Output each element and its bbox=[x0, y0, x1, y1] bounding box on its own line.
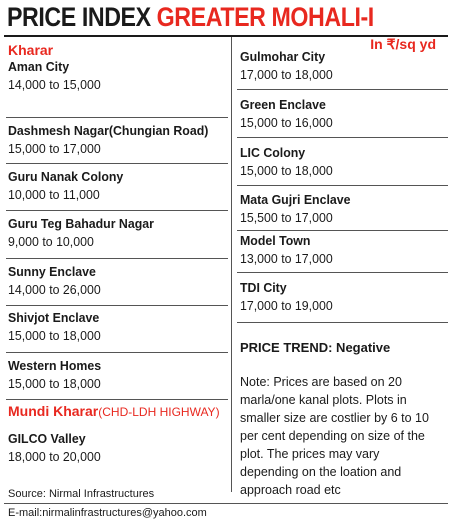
list-item bbox=[240, 191, 351, 227]
region-subtitle: (CHD-LDH HIGHWAY) bbox=[98, 405, 220, 419]
price-range: 15,000 to 18,000 bbox=[8, 328, 101, 343]
list-item bbox=[240, 144, 333, 180]
locality-name: Dashmesh Nagar(Chungian Road) bbox=[8, 123, 209, 138]
locality-name: LIC Colony bbox=[240, 145, 306, 160]
locality-name: TDI City bbox=[240, 280, 287, 295]
price-range: 15,500 to 17,000 bbox=[240, 210, 333, 225]
email-credit: E-mail:nirmalinfrastructures@yahoo.com bbox=[8, 507, 207, 519]
unit-label: In ₹/sq yd bbox=[370, 36, 436, 52]
list-item bbox=[240, 48, 333, 84]
list-item bbox=[8, 215, 154, 251]
locality-name: Aman City bbox=[8, 59, 70, 74]
locality-name: Guru Teg Bahadur Nagar bbox=[8, 216, 154, 231]
divider bbox=[237, 185, 448, 186]
price-range: 10,000 to 11,000 bbox=[8, 187, 100, 202]
list-item bbox=[8, 357, 101, 393]
price-range: 15,000 to 17,000 bbox=[8, 141, 101, 156]
locality-name: Mata Gujri Enclave bbox=[240, 192, 351, 207]
locality-name: Gulmohar City bbox=[240, 49, 326, 64]
list-item bbox=[240, 96, 333, 132]
price-range: 15,000 to 18,000 bbox=[8, 376, 101, 391]
divider bbox=[6, 210, 228, 211]
divider bbox=[6, 352, 228, 353]
divider bbox=[6, 117, 228, 118]
price-range: 15,000 to 18,000 bbox=[240, 163, 333, 178]
price-range: 13,000 to 17,000 bbox=[240, 251, 333, 266]
region-name: Mundi Kharar bbox=[8, 403, 99, 419]
price-range: 15,000 to 16,000 bbox=[240, 115, 333, 130]
list-item bbox=[8, 263, 101, 299]
list-item bbox=[8, 122, 208, 158]
title-part-red: GREATER MOHALI-I bbox=[156, 2, 374, 32]
divider bbox=[6, 305, 228, 306]
price-range: 17,000 to 19,000 bbox=[240, 298, 333, 313]
divider bbox=[6, 163, 228, 164]
footer-rule bbox=[4, 503, 448, 504]
price-range: 18,000 to 20,000 bbox=[8, 449, 101, 464]
source-credit: Source: Nirmal Infrastructures bbox=[8, 488, 155, 500]
divider bbox=[237, 137, 448, 138]
region-heading-mundi-kharar bbox=[8, 403, 220, 419]
list-item bbox=[8, 309, 101, 345]
divider bbox=[6, 258, 228, 259]
list-item bbox=[240, 232, 333, 268]
divider bbox=[6, 399, 228, 400]
page-title bbox=[7, 0, 374, 34]
title-part-black: PRICE INDEX bbox=[7, 2, 157, 32]
locality-name: Sunny Enclave bbox=[8, 264, 96, 279]
divider bbox=[237, 272, 448, 273]
divider bbox=[237, 230, 448, 231]
locality-name: Western Homes bbox=[8, 358, 102, 373]
column-divider bbox=[231, 37, 232, 492]
locality-name: Green Enclave bbox=[240, 97, 326, 112]
price-trend: PRICE TREND: Negative bbox=[240, 340, 391, 355]
divider bbox=[237, 322, 448, 323]
locality-name: Guru Nanak Colony bbox=[8, 169, 124, 184]
note-text: Note: Prices are based on 20 marla/one kanal plots. Plots in smaller size are costlier by 6 to 10 per cent depending on size of the plot. The prices may vary depending on the loation and approach road etc bbox=[240, 375, 429, 497]
locality-name: GILCO Valley bbox=[8, 431, 86, 446]
list-item bbox=[8, 168, 123, 204]
region-heading-kharar: Kharar bbox=[8, 42, 54, 58]
price-range: 17,000 to 18,000 bbox=[240, 67, 333, 82]
price-range: 9,000 to 10,000 bbox=[8, 234, 94, 249]
divider bbox=[237, 89, 448, 90]
list-item bbox=[8, 58, 101, 94]
price-range: 14,000 to 26,000 bbox=[8, 282, 101, 297]
list-item bbox=[240, 279, 333, 315]
locality-name: Model Town bbox=[240, 233, 311, 248]
price-range: 14,000 to 15,000 bbox=[8, 77, 101, 92]
list-item bbox=[8, 430, 101, 466]
locality-name: Shivjot Enclave bbox=[8, 310, 100, 325]
